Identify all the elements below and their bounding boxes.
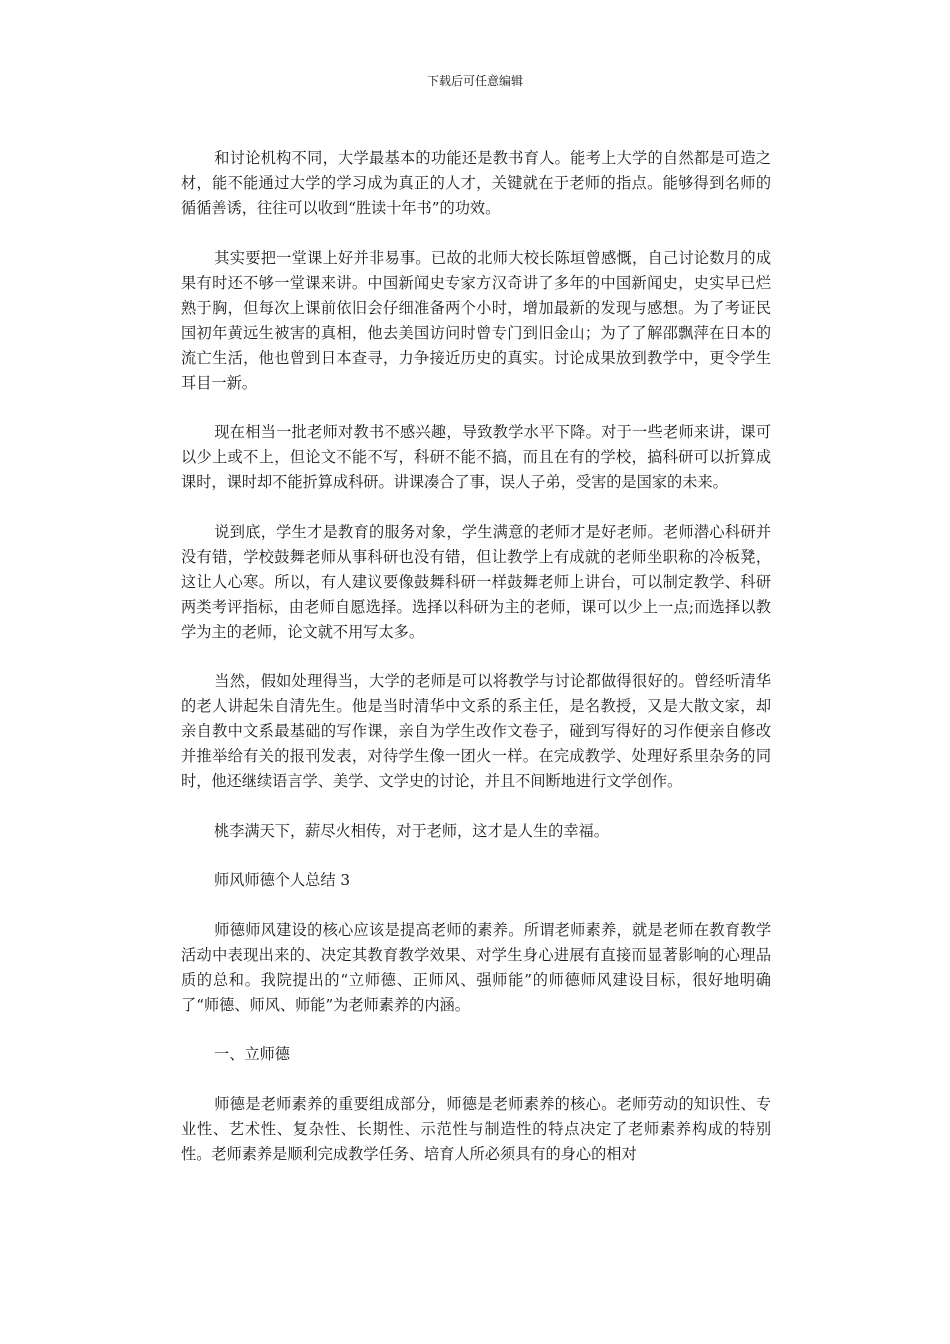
paragraph-2-text: 其实要把一堂课上好并非易事。已故的北师大校长陈垣曾感慨，自己讨论数月的成果有时还不够一堂课来讲。中国新闻史专家方汉奇讲了多年的中国新闻史，史实早已烂熟于胸，但每次上课前依旧会仔细准备两个小时，增加最新的发现与感想。为了考证民国初年黄远生被害的真相，他去美国访问时曾专门到旧金山；为了了解邵飘萍在日本的流亡生活，他也曾到日本查寻，力争接近历史的真实。讨论成果放到教学中，更令学生耳目一新。 xyxy=(181,248,771,392)
paragraph-8 xyxy=(181,1092,771,1167)
section-heading-li-shi-de xyxy=(181,1042,771,1067)
paragraph-4-text: 说到底，学生才是教育的服务对象，学生满意的老师才是好老师。老师潜心科研并没有错，学校鼓舞老师从事科研也没有错，但让教学上有成就的老师坐职称的冷板凳，这让人心寒。所以，有人建议要像鼓舞科研一样鼓舞老师上讲台，可以制定教学、科研两类考评指标，由老师自愿选择。选择以科研为主的老师，课可以少上一点;而选择以教学为主的老师，论文就不用写太多。 xyxy=(181,522,771,641)
paragraph-6-text: 桃李满天下，薪尽火相传，对于老师，这才是人生的幸福。 xyxy=(214,821,609,840)
paragraph-7 xyxy=(181,918,771,1018)
section-heading-summary-3-text: 师风师德个人总结 3 xyxy=(214,871,350,889)
paragraph-1 xyxy=(181,146,771,221)
paragraph-2 xyxy=(181,246,771,396)
paragraph-3 xyxy=(181,420,771,495)
paragraph-4 xyxy=(181,520,771,645)
page-header: 下载后可任意编辑 xyxy=(426,74,523,88)
paragraph-6 xyxy=(181,819,771,844)
paragraph-8-text: 师德是老师素养的重要组成部分，师德是老师素养的核心。老师劳动的知识性、专业性、艺术性、复杂性、长期性、示范性与制造性的特点决定了老师素养构成的特别性。老师素养是顺利完成教学任务、培育人所必须具有的身心的相对 xyxy=(181,1094,771,1163)
paragraph-5 xyxy=(181,669,771,794)
document-body xyxy=(181,146,771,1167)
paragraph-7-text: 师德师风建设的核心应该是提高老师的素养。所谓老师素养，就是老师在教育教学活动中表现出来的、决定其教育教学效果、对学生身心进展有直接而显著影响的心理品质的总和。我院提出的“立师德、正师风、强师能”的师德师风建设目标，很好地明确了“师德、师风、师能”为老师素养的内涵。 xyxy=(181,920,771,1014)
section-heading-li-shi-de-text: 一、立师德 xyxy=(214,1045,290,1063)
paragraph-3-text: 现在相当一批老师对教书不感兴趣，导致教学水平下降。对于一些老师来讲，课可以少上或不上，但论文不能不写，科研不能不搞，而且在有的学校，搞科研可以折算成课时，课时却不能折算成科研。讲课凑合了事，误人子弟，受害的是国家的未来。 xyxy=(181,423,771,491)
paragraph-1-text: 和讨论机构不同，大学最基本的功能还是教书育人。能考上大学的自然都是可造之材，能不能通过大学的学习成为真正的人才，关键就在于老师的指点。能够得到名师的循循善诱，往往可以收到“胜读十年书”的功效。 xyxy=(181,149,771,217)
section-heading-summary-3 xyxy=(181,868,771,893)
paragraph-5-text: 当然，假如处理得当，大学的老师是可以将教学与讨论都做得很好的。曾经听清华的老人讲起朱自清先生。他是当时清华中文系的系主任，是名教授，又是大散文家，却亲自教中文系最基础的写作课，亲自为学生改作文卷子，碰到写得好的习作便亲自修改并推举给有关的报刊发表，对待学生像一团火一样。在完成教学、处理好系里杂务的同时，他还继续语言学、美学、文学史的讨论，并且不间断地进行文学创作。 xyxy=(181,672,771,790)
